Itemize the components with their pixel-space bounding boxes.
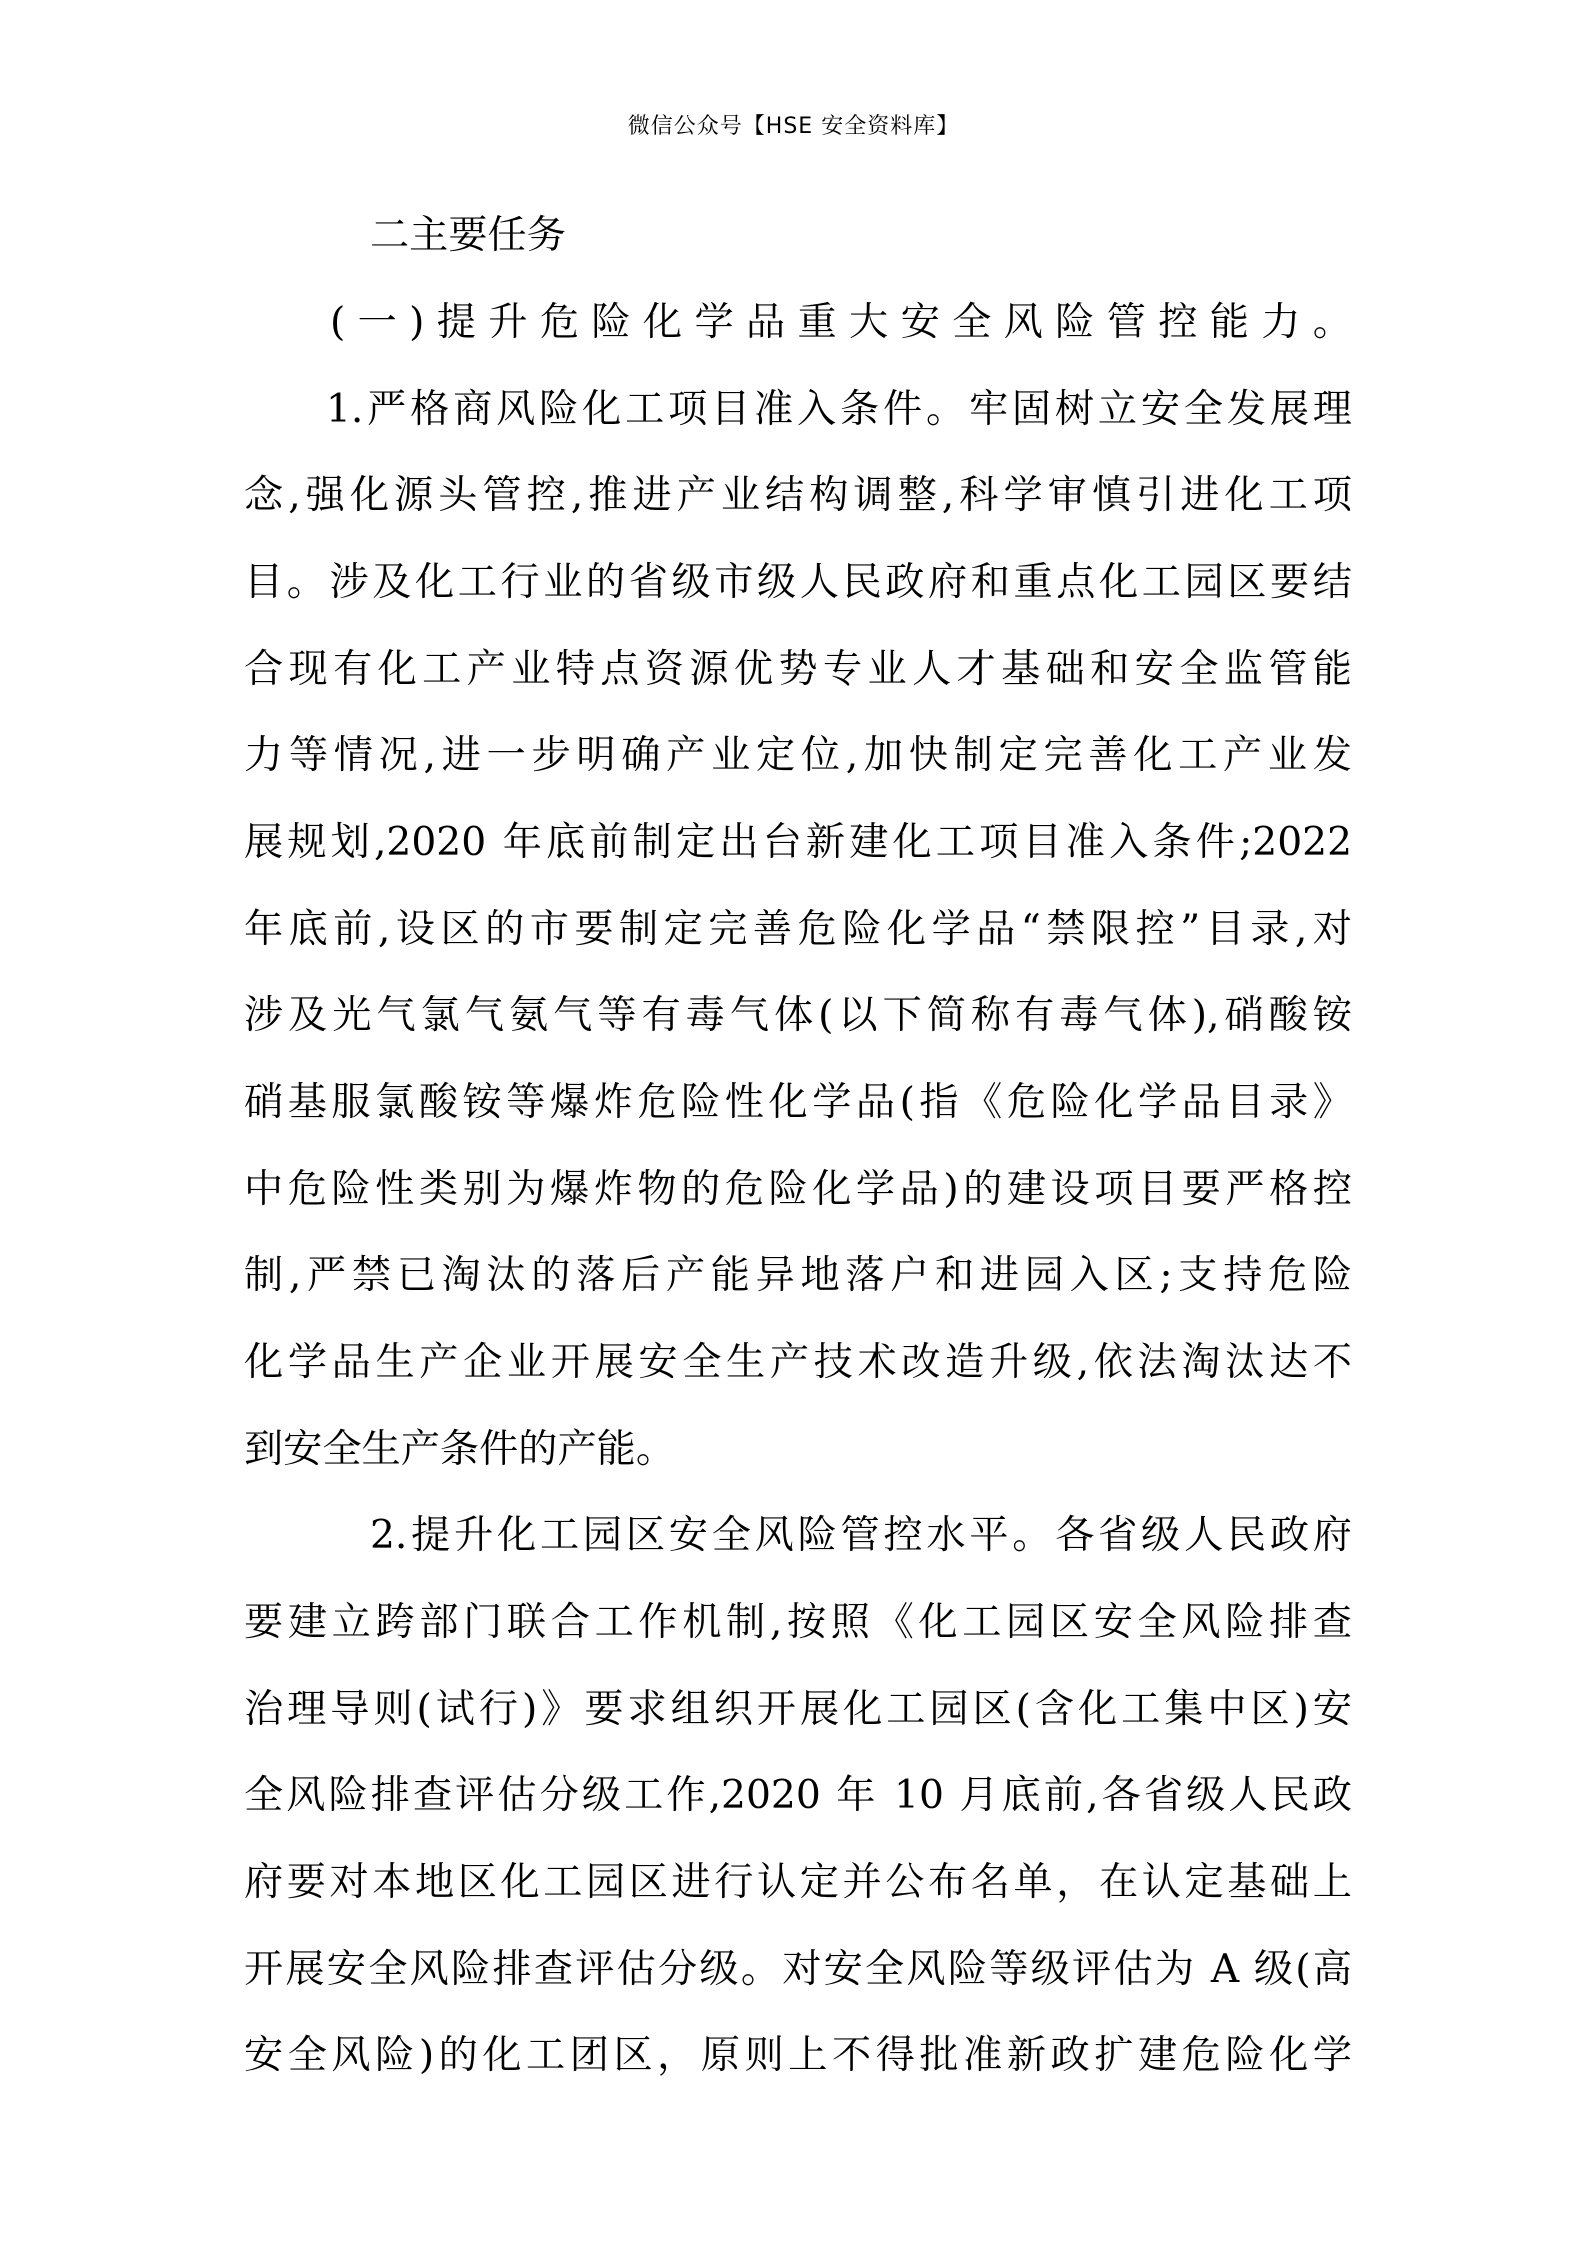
paragraph1-line-2: 念,强化源头管控,推进产业结构调整,科学审慎引进化工项 — [244, 473, 1352, 518]
paragraph1-line-4: 合现有化工产业特点资源优势专业人才基础和安全监管能 — [244, 647, 1352, 692]
paragraph1-line-10: 中危险性类别为爆炸物的危险化学品)的建设项目要严格控 — [244, 1167, 1352, 1212]
paragraph1-line-9: 硝基服氯酸铵等爆炸危险性化学品(指《危险化学品目录》 — [244, 1080, 1352, 1125]
paragraph2-line-2: 要建立跨部门联合工作机制,按照《化工园区安全风险排查 — [244, 1600, 1352, 1645]
paragraph1-line-11: 制,严禁已淘汰的落后产能异地落户和进园入区;支持危险 — [244, 1253, 1352, 1298]
paragraph2-line-3: 治理导则(试行)》要求组织开展化工园区(含化工集中区)安 — [244, 1687, 1352, 1732]
page-header-watermark: 微信公众号【HSE 安全资料库】 — [627, 114, 960, 139]
paragraph1-line-3: 目。涉及化工行业的省级市级人民政府和重点化工园区要结 — [244, 560, 1352, 605]
paragraph2-line-4: 全风险排查评估分级工作,2020 年 10 月底前,各省级人民政 — [244, 1773, 1352, 1818]
paragraph2-line-5: 府要对本地区化工园区进行认定并公布名单，在认定基础上 — [244, 1860, 1352, 1905]
section-heading: 二主要任务 — [370, 213, 566, 258]
paragraph1-line-7: 年底前,设区的市要制定完善危险化学品“禁限控”目录,对 — [244, 907, 1352, 952]
paragraph1-line-13: 到安全生产条件的产能。 — [244, 1427, 676, 1472]
paragraph1-line-5: 力等情况,进一步明确产业定位,加快制定完善化工产业发 — [244, 733, 1352, 778]
paragraph2-line-7: 安全风险)的化工团区，原则上不得批准新政扩建危险化学 — [244, 2033, 1352, 2078]
paragraph1-line-1: 1.严格商风险化工项目准入条件。牢固树立安全发展理 — [326, 387, 1352, 432]
section-title: (一)提升危险化学品重大安全风险管控能力。 — [330, 300, 1352, 345]
paragraph1-line-12: 化学品生产企业开展安全生产技术改造升级,依法淘汰达不 — [244, 1340, 1352, 1385]
paragraph2-line-1: 2.提升化工园区安全风险管控水平。各省级人民政府 — [370, 1513, 1352, 1558]
paragraph2-line-6: 开展安全风险排查评估分级。对安全风险等级评估为 A 级(高 — [244, 1947, 1352, 1992]
paragraph1-line-8: 涉及光气氯气氨气等有毒气体(以下简称有毒气体),硝酸铵 — [244, 993, 1352, 1038]
paragraph1-line-6: 展规划,2020 年底前制定出台新建化工项目准入条件;2022 — [244, 820, 1352, 865]
